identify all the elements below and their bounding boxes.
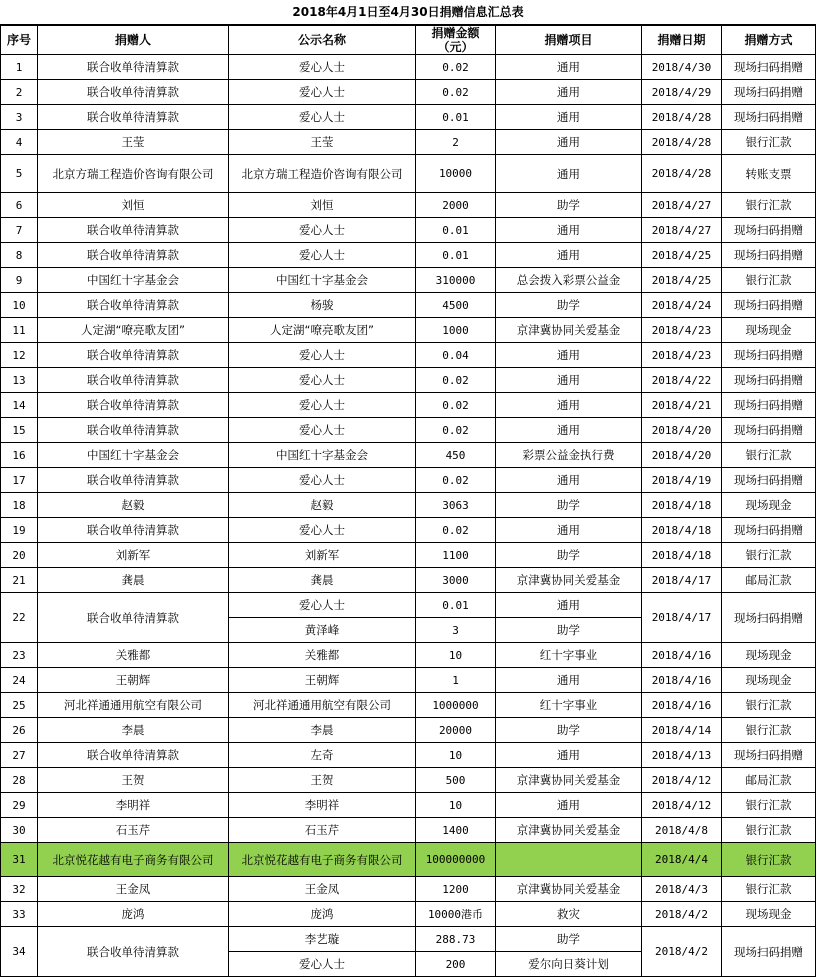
cell-method[interactable]: 现场现金 (722, 902, 816, 927)
cell-donor[interactable]: 联合收单待清算款 (38, 743, 229, 768)
cell-public-name[interactable]: 爱心人士 (229, 418, 416, 443)
cell-project[interactable]: 通用 (496, 468, 642, 493)
cell-public-name[interactable]: 杨骏 (229, 293, 416, 318)
header-row (1, 26, 816, 55)
cell-amount[interactable]: 0.01 (416, 105, 496, 130)
cell-method[interactable]: 现场扫码捐赠 (722, 55, 816, 80)
cell-public-name[interactable]: 中国红十字基金会 (229, 268, 416, 293)
cell-project[interactable]: 助学 (496, 493, 642, 518)
cell-method[interactable]: 现场现金 (722, 643, 816, 668)
cell-project[interactable]: 通用 (496, 668, 642, 693)
cell-date[interactable]: 2018/4/25 (642, 268, 722, 293)
cell-donor[interactable]: 联合收单待清算款 (38, 243, 229, 268)
cell-date[interactable]: 2018/4/29 (642, 80, 722, 105)
cell-no[interactable]: 34 (1, 927, 38, 977)
cell-project[interactable]: 助学 (496, 543, 642, 568)
table-row (1, 105, 816, 130)
cell-project[interactable]: 京津冀协同关爱基金 (496, 818, 642, 843)
col-header-amount[interactable]: 捐赠金额 （元） (416, 26, 496, 55)
table-body (1, 55, 816, 977)
cell-no[interactable]: 29 (1, 793, 38, 818)
cell-donor[interactable]: 联合收单待清算款 (38, 105, 229, 130)
table-row-highlighted (1, 843, 816, 877)
cell-public-name[interactable]: 爱心人士 (229, 468, 416, 493)
cell-no[interactable]: 21 (1, 568, 38, 593)
cell-amount[interactable]: 10 (416, 643, 496, 668)
cell-method[interactable]: 银行汇款 (722, 877, 816, 902)
cell-method[interactable]: 银行汇款 (722, 130, 816, 155)
cell-date[interactable]: 2018/4/21 (642, 393, 722, 418)
cell-amount[interactable]: 0.02 (416, 518, 496, 543)
col-header-project[interactable]: 捐赠项目 (496, 26, 642, 55)
cell-method[interactable]: 现场扫码捐赠 (722, 743, 816, 768)
cell-method[interactable]: 现场扫码捐赠 (722, 243, 816, 268)
cell-date[interactable]: 2018/4/12 (642, 793, 722, 818)
cell-donor[interactable]: 李晨 (38, 718, 229, 743)
cell-project[interactable]: 通用 (496, 243, 642, 268)
cell-date[interactable]: 2018/4/18 (642, 493, 722, 518)
cell-project[interactable]: 助学 (496, 927, 642, 952)
table-row (1, 418, 816, 443)
cell-amount[interactable]: 0.01 (416, 218, 496, 243)
page-title: 2018年4月1日至4月30日捐赠信息汇总表 (0, 0, 816, 25)
table-row (1, 468, 816, 493)
cell-method[interactable]: 现场扫码捐赠 (722, 518, 816, 543)
cell-project[interactable]: 通用 (496, 793, 642, 818)
cell-project[interactable]: 通用 (496, 743, 642, 768)
table-row (1, 193, 816, 218)
cell-donor[interactable]: 联合收单待清算款 (38, 55, 229, 80)
table-row (1, 593, 816, 618)
cell-amount[interactable]: 200 (416, 952, 496, 977)
cell-method[interactable]: 现场扫码捐赠 (722, 468, 816, 493)
cell-public-name[interactable]: 李艺璇 (229, 927, 416, 952)
cell-amount[interactable]: 0.02 (416, 393, 496, 418)
cell-no[interactable]: 17 (1, 468, 38, 493)
cell-project[interactable]: 京津冀协同关爱基金 (496, 318, 642, 343)
cell-date[interactable]: 2018/4/19 (642, 468, 722, 493)
cell-project[interactable]: 通用 (496, 105, 642, 130)
cell-no[interactable]: 4 (1, 130, 38, 155)
table-row (1, 668, 816, 693)
cell-project[interactable]: 通用 (496, 393, 642, 418)
col-header-method[interactable]: 捐赠方式 (722, 26, 816, 55)
cell-public-name[interactable]: 爱心人士 (229, 55, 416, 80)
cell-public-name[interactable]: 中国红十字基金会 (229, 443, 416, 468)
cell-public-name[interactable]: 王贺 (229, 768, 416, 793)
cell-date[interactable]: 2018/4/13 (642, 743, 722, 768)
cell-donor[interactable]: 龚晨 (38, 568, 229, 593)
cell-date[interactable]: 2018/4/28 (642, 155, 722, 193)
cell-date[interactable]: 2018/4/16 (642, 668, 722, 693)
cell-no[interactable]: 2 (1, 80, 38, 105)
table-row (1, 927, 816, 952)
cell-date[interactable]: 2018/4/16 (642, 643, 722, 668)
cell-method[interactable]: 现场扫码捐赠 (722, 393, 816, 418)
cell-date[interactable]: 2018/4/28 (642, 130, 722, 155)
cell-no[interactable]: 19 (1, 518, 38, 543)
cell-public-name[interactable]: 赵毅 (229, 493, 416, 518)
cell-method[interactable]: 现场扫码捐赠 (722, 343, 816, 368)
cell-donor[interactable]: 刘新军 (38, 543, 229, 568)
cell-donor[interactable]: 刘恒 (38, 193, 229, 218)
cell-method[interactable]: 银行汇款 (722, 268, 816, 293)
cell-date[interactable]: 2018/4/2 (642, 927, 722, 977)
cell-project[interactable]: 通用 (496, 218, 642, 243)
cell-amount[interactable]: 2 (416, 130, 496, 155)
cell-public-name[interactable]: 关雅都 (229, 643, 416, 668)
cell-date[interactable]: 2018/4/18 (642, 543, 722, 568)
cell-amount[interactable]: 3 (416, 618, 496, 643)
table-row (1, 493, 816, 518)
cell-project[interactable]: 助学 (496, 193, 642, 218)
cell-method[interactable]: 现场扫码捐赠 (722, 218, 816, 243)
donation-table (0, 25, 816, 977)
cell-no[interactable]: 13 (1, 368, 38, 393)
col-header-no[interactable]: 序号 (1, 26, 38, 55)
cell-amount[interactable]: 10000港币 (416, 902, 496, 927)
cell-donor[interactable]: 王莹 (38, 130, 229, 155)
cell-project[interactable]: 京津冀协同关爱基金 (496, 568, 642, 593)
table-row (1, 902, 816, 927)
cell-donor[interactable]: 联合收单待清算款 (38, 293, 229, 318)
cell-date[interactable]: 2018/4/17 (642, 593, 722, 643)
cell-project[interactable]: 爱尔向日葵计划 (496, 952, 642, 977)
cell-method[interactable]: 银行汇款 (722, 818, 816, 843)
cell-project[interactable]: 通用 (496, 368, 642, 393)
cell-no[interactable]: 23 (1, 643, 38, 668)
cell-donor[interactable]: 关雅都 (38, 643, 229, 668)
cell-method[interactable]: 转账支票 (722, 155, 816, 193)
cell-date[interactable]: 2018/4/12 (642, 768, 722, 793)
cell-project[interactable]: 红十字事业 (496, 693, 642, 718)
cell-donor[interactable]: 联合收单待清算款 (38, 593, 229, 643)
cell-method[interactable]: 银行汇款 (722, 543, 816, 568)
cell-method[interactable]: 现场扫码捐赠 (722, 418, 816, 443)
cell-no[interactable]: 11 (1, 318, 38, 343)
cell-amount[interactable]: 1200 (416, 877, 496, 902)
cell-project[interactable]: 通用 (496, 155, 642, 193)
cell-donor[interactable]: 联合收单待清算款 (38, 218, 229, 243)
cell-donor[interactable]: 北京悦花越有电子商务有限公司 (38, 843, 229, 877)
table-row (1, 568, 816, 593)
cell-donor[interactable]: 王金凤 (38, 877, 229, 902)
cell-no[interactable]: 12 (1, 343, 38, 368)
cell-no[interactable]: 32 (1, 877, 38, 902)
cell-donor[interactable]: 王贺 (38, 768, 229, 793)
cell-public-name[interactable]: 爱心人士 (229, 518, 416, 543)
cell-method[interactable]: 银行汇款 (722, 443, 816, 468)
cell-method[interactable]: 现场扫码捐赠 (722, 593, 816, 643)
cell-no[interactable]: 15 (1, 418, 38, 443)
cell-date[interactable]: 2018/4/24 (642, 293, 722, 318)
cell-no[interactable]: 22 (1, 593, 38, 643)
cell-donor[interactable]: 联合收单待清算款 (38, 80, 229, 105)
cell-method[interactable]: 银行汇款 (722, 843, 816, 877)
cell-amount[interactable]: 2000 (416, 193, 496, 218)
cell-method[interactable]: 现场扫码捐赠 (722, 105, 816, 130)
cell-date[interactable]: 2018/4/28 (642, 105, 722, 130)
table-row (1, 743, 816, 768)
cell-project[interactable]: 总会拨入彩票公益金 (496, 268, 642, 293)
cell-amount[interactable]: 0.01 (416, 243, 496, 268)
cell-date[interactable]: 2018/4/30 (642, 55, 722, 80)
cell-method[interactable]: 现场扫码捐赠 (722, 927, 816, 977)
cell-date[interactable]: 2018/4/27 (642, 193, 722, 218)
cell-amount[interactable]: 310000 (416, 268, 496, 293)
cell-no[interactable]: 16 (1, 443, 38, 468)
table-row (1, 130, 816, 155)
cell-no[interactable]: 28 (1, 768, 38, 793)
cell-no[interactable]: 25 (1, 693, 38, 718)
cell-public-name[interactable]: 庞鸿 (229, 902, 416, 927)
cell-no[interactable]: 27 (1, 743, 38, 768)
cell-no[interactable]: 8 (1, 243, 38, 268)
cell-project[interactable]: 通用 (496, 343, 642, 368)
table-row (1, 543, 816, 568)
cell-no[interactable]: 18 (1, 493, 38, 518)
table-row (1, 793, 816, 818)
cell-amount[interactable]: 500 (416, 768, 496, 793)
cell-date[interactable]: 2018/4/20 (642, 418, 722, 443)
cell-method[interactable]: 邮局汇款 (722, 768, 816, 793)
cell-no[interactable]: 9 (1, 268, 38, 293)
cell-date[interactable]: 2018/4/16 (642, 693, 722, 718)
cell-donor[interactable]: 联合收单待清算款 (38, 368, 229, 393)
cell-date[interactable]: 2018/4/27 (642, 218, 722, 243)
cell-public-name[interactable]: 人定湖“嘹亮歌友团” (229, 318, 416, 343)
cell-donor[interactable]: 中国红十字基金会 (38, 268, 229, 293)
cell-no[interactable]: 3 (1, 105, 38, 130)
cell-no[interactable]: 5 (1, 155, 38, 193)
cell-project[interactable]: 京津冀协同关爱基金 (496, 877, 642, 902)
cell-method[interactable]: 现场现金 (722, 318, 816, 343)
cell-donor[interactable]: 联合收单待清算款 (38, 393, 229, 418)
cell-public-name[interactable]: 爱心人士 (229, 80, 416, 105)
table-row (1, 768, 816, 793)
cell-date[interactable]: 2018/4/14 (642, 718, 722, 743)
cell-project[interactable]: 通用 (496, 518, 642, 543)
table-row (1, 718, 816, 743)
cell-project[interactable]: 助学 (496, 618, 642, 643)
table-row (1, 443, 816, 468)
cell-no[interactable]: 10 (1, 293, 38, 318)
cell-no[interactable]: 1 (1, 55, 38, 80)
cell-donor[interactable]: 王朝辉 (38, 668, 229, 693)
cell-project[interactable]: 通用 (496, 80, 642, 105)
cell-amount[interactable]: 1100 (416, 543, 496, 568)
cell-project[interactable]: 京津冀协同关爱基金 (496, 768, 642, 793)
cell-no[interactable]: 14 (1, 393, 38, 418)
table-row (1, 643, 816, 668)
cell-no[interactable]: 33 (1, 902, 38, 927)
cell-donor[interactable]: 联合收单待清算款 (38, 518, 229, 543)
cell-date[interactable]: 2018/4/4 (642, 843, 722, 877)
cell-method[interactable]: 银行汇款 (722, 793, 816, 818)
cell-no[interactable]: 30 (1, 818, 38, 843)
cell-amount[interactable]: 1000 (416, 318, 496, 343)
cell-public-name[interactable]: 王朝辉 (229, 668, 416, 693)
cell-donor[interactable]: 联合收单待清算款 (38, 927, 229, 977)
cell-date[interactable]: 2018/4/20 (642, 443, 722, 468)
cell-public-name[interactable]: 爱心人士 (229, 393, 416, 418)
cell-date[interactable]: 2018/4/18 (642, 518, 722, 543)
table-row (1, 318, 816, 343)
cell-amount[interactable]: 100000000 (416, 843, 496, 877)
cell-project[interactable]: 助学 (496, 293, 642, 318)
cell-date[interactable]: 2018/4/25 (642, 243, 722, 268)
cell-project[interactable]: 救灾 (496, 902, 642, 927)
cell-amount[interactable]: 450 (416, 443, 496, 468)
cell-project[interactable]: 通用 (496, 130, 642, 155)
cell-public-name[interactable]: 王莹 (229, 130, 416, 155)
cell-amount[interactable]: 10000 (416, 155, 496, 193)
cell-method[interactable]: 银行汇款 (722, 718, 816, 743)
cell-project[interactable] (496, 843, 642, 877)
cell-project[interactable]: 彩票公益金执行费 (496, 443, 642, 468)
cell-method[interactable]: 现场扫码捐赠 (722, 293, 816, 318)
cell-method[interactable]: 现场扫码捐赠 (722, 80, 816, 105)
cell-method[interactable]: 现场扫码捐赠 (722, 368, 816, 393)
cell-amount[interactable]: 288.73 (416, 927, 496, 952)
cell-amount[interactable]: 1000000 (416, 693, 496, 718)
cell-public-name[interactable]: 左奇 (229, 743, 416, 768)
cell-public-name[interactable]: 北京悦花越有电子商务有限公司 (229, 843, 416, 877)
cell-method[interactable]: 现场现金 (722, 668, 816, 693)
col-header-donor[interactable]: 捐赠人 (38, 26, 229, 55)
table-row (1, 368, 816, 393)
cell-no[interactable]: 26 (1, 718, 38, 743)
cell-amount[interactable]: 0.02 (416, 468, 496, 493)
cell-date[interactable]: 2018/4/23 (642, 318, 722, 343)
cell-public-name[interactable]: 河北祥通通用航空有限公司 (229, 693, 416, 718)
table-row (1, 268, 816, 293)
cell-project[interactable]: 红十字事业 (496, 643, 642, 668)
table-row (1, 218, 816, 243)
cell-amount[interactable]: 3000 (416, 568, 496, 593)
cell-no[interactable]: 7 (1, 218, 38, 243)
cell-donor[interactable]: 李明祥 (38, 793, 229, 818)
cell-method[interactable]: 银行汇款 (722, 193, 816, 218)
cell-amount[interactable]: 4500 (416, 293, 496, 318)
cell-method[interactable]: 现场现金 (722, 493, 816, 518)
cell-public-name[interactable]: 李明祥 (229, 793, 416, 818)
cell-project[interactable]: 通用 (496, 593, 642, 618)
cell-donor[interactable]: 中国红十字基金会 (38, 443, 229, 468)
cell-no[interactable]: 6 (1, 193, 38, 218)
table-row (1, 877, 816, 902)
cell-amount[interactable]: 0.02 (416, 368, 496, 393)
cell-public-name[interactable]: 爱心人士 (229, 952, 416, 977)
cell-amount[interactable]: 1400 (416, 818, 496, 843)
cell-project[interactable]: 通用 (496, 418, 642, 443)
cell-amount[interactable]: 20000 (416, 718, 496, 743)
cell-donor[interactable]: 人定湖“嘹亮歌友团” (38, 318, 229, 343)
cell-amount[interactable]: 0.04 (416, 343, 496, 368)
cell-amount[interactable]: 1 (416, 668, 496, 693)
cell-date[interactable]: 2018/4/2 (642, 902, 722, 927)
cell-public-name[interactable]: 王金凤 (229, 877, 416, 902)
cell-no[interactable]: 20 (1, 543, 38, 568)
table-row (1, 343, 816, 368)
col-header-date[interactable]: 捐赠日期 (642, 26, 722, 55)
cell-donor[interactable]: 庞鸿 (38, 902, 229, 927)
table-row (1, 518, 816, 543)
cell-donor[interactable]: 联合收单待清算款 (38, 468, 229, 493)
table-row (1, 55, 816, 80)
cell-donor[interactable]: 赵毅 (38, 493, 229, 518)
cell-amount[interactable]: 0.01 (416, 593, 496, 618)
table-row (1, 243, 816, 268)
cell-method[interactable]: 银行汇款 (722, 693, 816, 718)
cell-project[interactable]: 助学 (496, 718, 642, 743)
cell-public-name[interactable]: 刘新军 (229, 543, 416, 568)
cell-amount[interactable]: 3063 (416, 493, 496, 518)
cell-donor[interactable]: 河北祥通通用航空有限公司 (38, 693, 229, 718)
table-row (1, 155, 816, 193)
cell-public-name[interactable]: 刘恒 (229, 193, 416, 218)
table-row (1, 818, 816, 843)
cell-public-name[interactable]: 爱心人士 (229, 105, 416, 130)
cell-no[interactable]: 24 (1, 668, 38, 693)
cell-public-name[interactable]: 黄泽峰 (229, 618, 416, 643)
cell-public-name[interactable]: 石玉芹 (229, 818, 416, 843)
cell-donor[interactable]: 联合收单待清算款 (38, 343, 229, 368)
cell-donor[interactable]: 石玉芹 (38, 818, 229, 843)
table-row (1, 80, 816, 105)
cell-amount[interactable]: 10 (416, 793, 496, 818)
cell-date[interactable]: 2018/4/3 (642, 877, 722, 902)
cell-no[interactable]: 31 (1, 843, 38, 877)
cell-donor[interactable]: 北京方瑞工程造价咨询有限公司 (38, 155, 229, 193)
cell-amount[interactable]: 0.02 (416, 418, 496, 443)
cell-public-name[interactable]: 爱心人士 (229, 218, 416, 243)
cell-date[interactable]: 2018/4/22 (642, 368, 722, 393)
cell-date[interactable]: 2018/4/23 (642, 343, 722, 368)
cell-amount[interactable]: 0.02 (416, 80, 496, 105)
table-row (1, 393, 816, 418)
cell-method[interactable]: 邮局汇款 (722, 568, 816, 593)
table-row (1, 693, 816, 718)
cell-public-name[interactable]: 爱心人士 (229, 593, 416, 618)
cell-date[interactable]: 2018/4/17 (642, 568, 722, 593)
cell-project[interactable]: 通用 (496, 55, 642, 80)
cell-public-name[interactable]: 北京方瑞工程造价咨询有限公司 (229, 155, 416, 193)
cell-public-name[interactable]: 爱心人士 (229, 368, 416, 393)
cell-date[interactable]: 2018/4/8 (642, 818, 722, 843)
cell-donor[interactable]: 联合收单待清算款 (38, 418, 229, 443)
cell-public-name[interactable]: 爱心人士 (229, 243, 416, 268)
table-row (1, 293, 816, 318)
cell-amount[interactable]: 10 (416, 743, 496, 768)
col-header-public-name[interactable]: 公示名称 (229, 26, 416, 55)
cell-public-name[interactable]: 龚晨 (229, 568, 416, 593)
cell-public-name[interactable]: 爱心人士 (229, 343, 416, 368)
cell-public-name[interactable]: 李晨 (229, 718, 416, 743)
cell-amount[interactable]: 0.02 (416, 55, 496, 80)
